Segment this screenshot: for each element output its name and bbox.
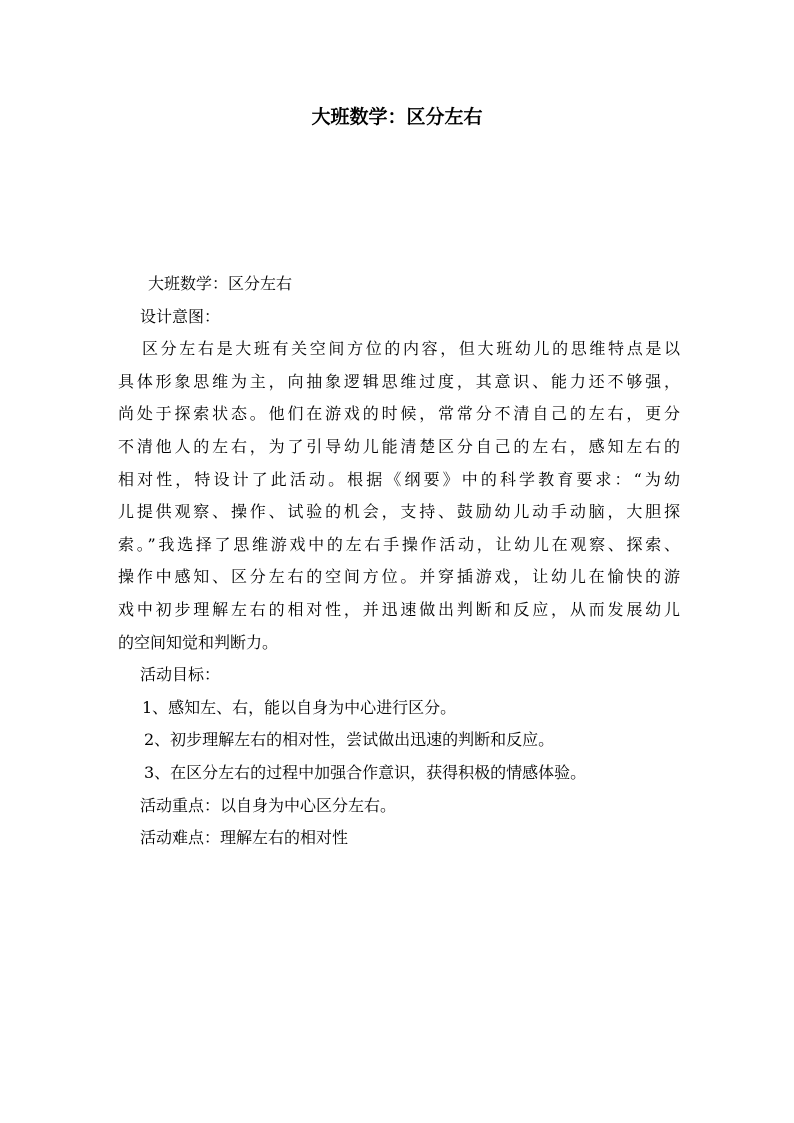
difficulty-point: 活动难点：理解左右的相对性 [140, 828, 349, 848]
goal-item: 1、感知左、右，能以自身为中心进行区分。 [142, 697, 457, 717]
design-intent-heading: 设计意图： [140, 306, 221, 326]
paragraph-line: 儿提供观察、操作、试验的机会，支持、鼓励幼儿动手动脑，大胆探 [118, 502, 680, 522]
paragraph-line: 戏中初步理解左右的相对性，并迅速做出判断和反应，从而发展幼儿 [118, 599, 680, 619]
design-intent-paragraph [118, 333, 680, 659]
document-body [118, 268, 680, 855]
paragraph-line: 的空间知觉和判断力。 [118, 632, 279, 652]
paragraph-line: 尚处于探索状态。他们在游戏的时候，常常分不清自己的左右，更分 [118, 404, 680, 424]
document-title: 大班数学：区分左右 [311, 106, 483, 128]
key-point: 活动重点：以自身为中心区分左右。 [140, 795, 397, 815]
goals-heading: 活动目标： [140, 665, 221, 685]
goal-item: 2、初步理解左右的相对性，尝试做出迅速的判断和反应。 [144, 730, 555, 750]
paragraph-line: 索。”我选择了思维游戏中的左右手操作活动，让幼儿在观察、探索、 [118, 534, 680, 554]
goal-item: 3、在区分左右的过程中加强合作意识，获得积极的情感体验。 [144, 762, 587, 782]
paragraph-line: 不清他人的左右，为了引导幼儿能清楚区分自己的左右，感知左右的 [118, 436, 680, 456]
section-subtitle: 大班数学：区分左右 [148, 274, 293, 293]
paragraph-line: 操作中感知、区分左右的空间方位。并穿插游戏，让幼儿在愉快的游 [118, 567, 680, 587]
paragraph-line: 相对性，特设计了此活动。根据《纲要》中的科学教育要求：“为幼 [118, 469, 680, 489]
paragraph-line: 具体形象思维为主，向抽象逻辑思维过度，其意识、能力还不够强， [118, 371, 680, 391]
paragraph-line: 区分左右是大班有关空间方位的内容，但大班幼儿的思维特点是以 [142, 339, 680, 359]
